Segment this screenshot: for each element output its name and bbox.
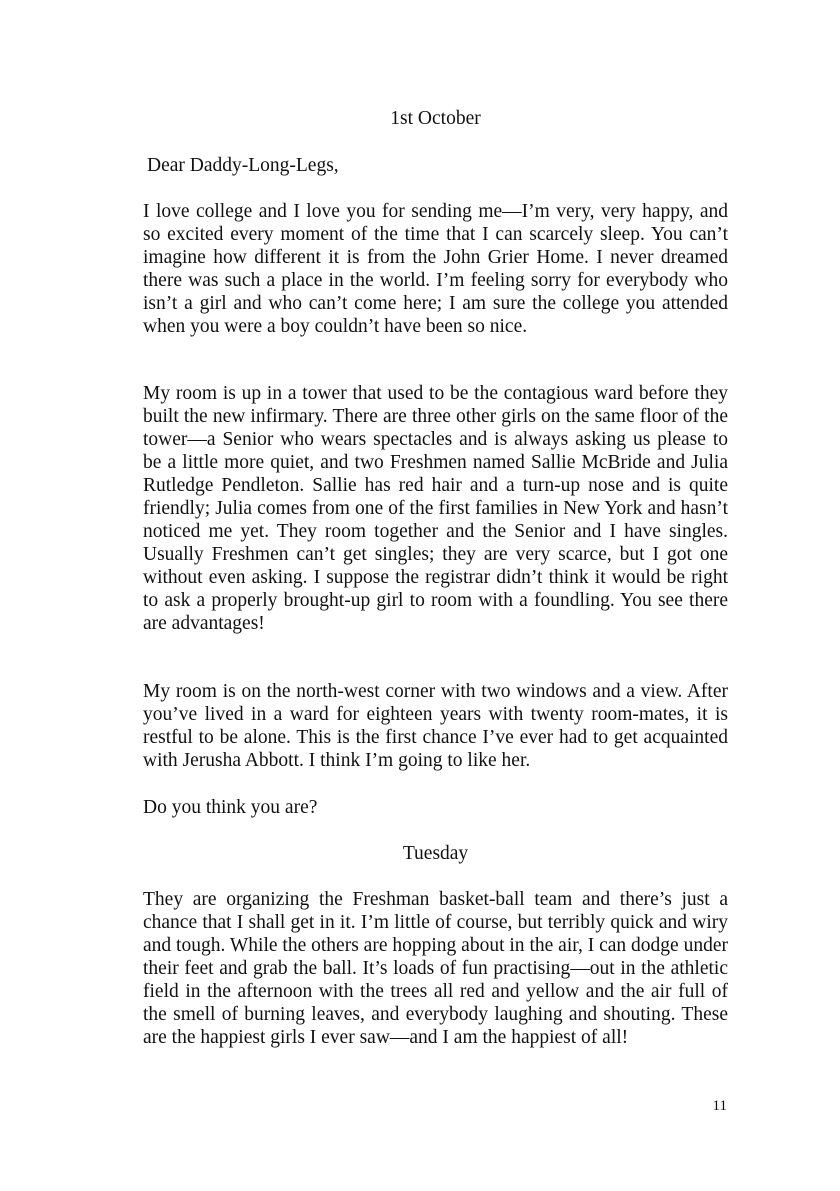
letter-paragraph: They are organizing the Freshman basket-ball team and there’s just a chance that I shall get in it. I’m little of course, but terribly quick and wiry and tough. While the others are hopping about in the air, I can dodge under their feet and grab the ball. It’s loads of fun practising—out in the athletic field in the afternoon with the trees all red and yellow and the air full of the smell of burning leaves, and everybody laughing and shouting. These are the happiest girls I ever saw—and I am the happiest of all! bbox=[143, 889, 728, 1048]
letter-paragraph: My room is up in a tower that used to be the contagious ward before they built the new infirmary. There are three other girls on the same floor of the tower—a Senior who wears spectacles and is always asking us please to be a little more quiet, and two Freshmen named Sallie McBride and Julia Rutledge Pendleton. Sallie has red hair and a turn-up nose and is quite friendly; Julia comes from one of the first families in New York and hasn’t noticed me yet. They room together and the Senior and I have singles. Usually Freshmen can’t get singles; they are very scarce, but I got one without even asking. I suppose the registrar didn’t think it would be right to ask a properly brought-up girl to room with a foundling. You see there are advantages! bbox=[143, 383, 728, 634]
page-number: 11 bbox=[712, 1098, 727, 1114]
letter-date-heading: Tuesday bbox=[402, 843, 469, 864]
letter-paragraph: Do you think you are? bbox=[143, 797, 318, 818]
letter-salutation: Dear Daddy-Long-Legs, bbox=[147, 155, 339, 176]
letter-date-heading: 1st October bbox=[390, 108, 481, 129]
letter-paragraph: My room is on the north-west corner with two windows and a view. After you’ve lived in a ward for eighteen years with twenty room-mates, it is restful to be alone. This is the first chance I’ve ever had to get acquainted with Jerusha Abbott. I think I’m going to like her. bbox=[143, 681, 728, 771]
letter-paragraph: I love college and I love you for sending me—I’m very, very happy, and so excited every moment of the time that I can scarcely sleep. You can’t imagine how different it is from the John Grier Home. I never dreamed there was such a place in the world. I’m feeling sorry for everybody who isn’t a girl and who can’t come here; I am sure the college you attended when you were a boy couldn’t have been so nice. bbox=[143, 201, 728, 337]
